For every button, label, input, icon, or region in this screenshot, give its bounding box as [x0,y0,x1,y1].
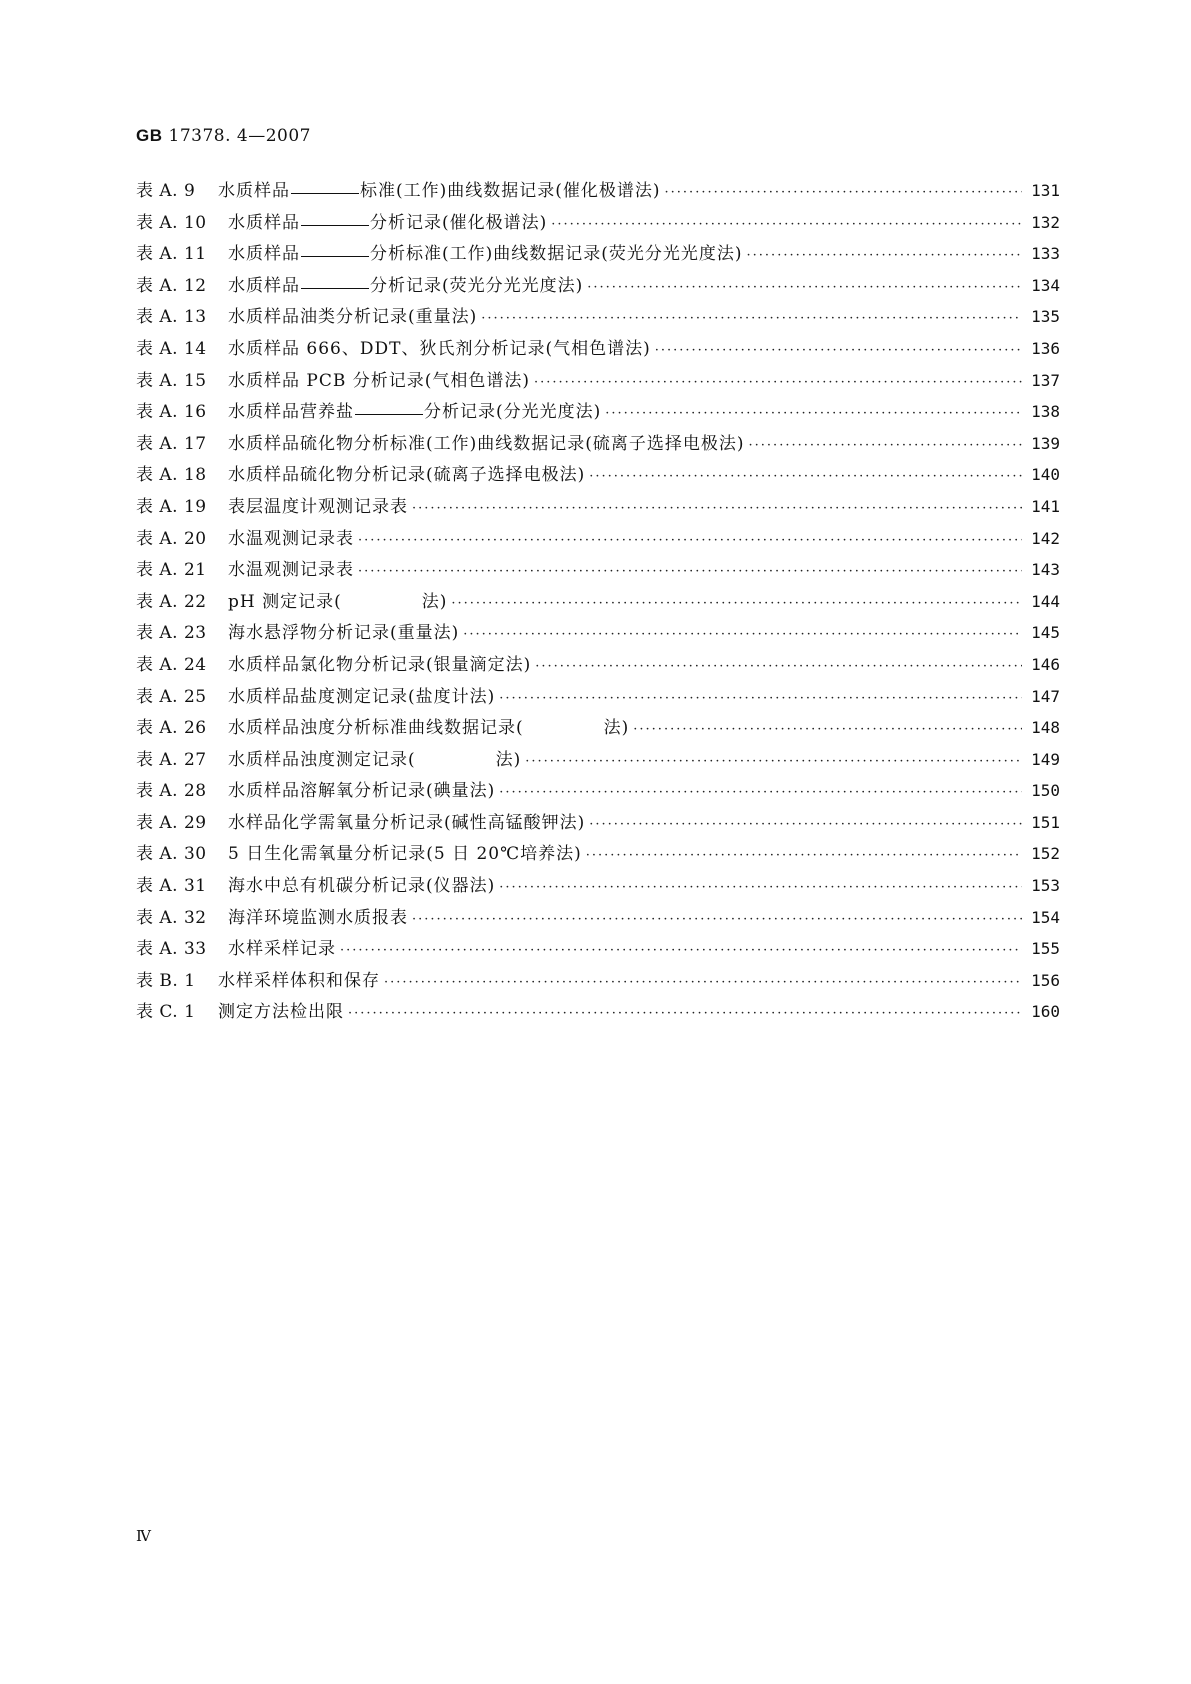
toc-entry-page: 141 [1031,496,1060,516]
leader-dots [358,561,1022,583]
toc-entry-title-text: 水样采样记录 [228,939,336,960]
toc-entry[interactable] [136,528,1060,560]
fill-in-blank-line [301,224,369,226]
toc-entry-title-text: 水样品化学需氧量分析记录(碱性高锰酸钾法) [228,812,586,833]
toc-entry-number: 表 A. 22 [136,591,207,612]
toc-entry-title-text: 水质样品 666、DDT、狄氏剂分析记录(气相色谱法) [228,338,651,359]
toc-entry[interactable] [136,686,1060,718]
leader-dots [340,940,1022,962]
toc-entry-page: 135 [1031,307,1060,327]
toc-entry-page: 155 [1031,939,1060,959]
toc-entry-title-suffix: 分析标准(工作)曲线数据记录(荧光分光光度法) [370,244,743,265]
toc-entry[interactable] [136,749,1060,781]
standard-prefix: GB [136,126,163,145]
toc-entry[interactable] [136,907,1060,939]
leader-dots [525,751,1022,773]
toc-entry-number: 表 A. 27 [136,749,207,770]
toc-entry-page: 132 [1031,212,1060,232]
toc-entry-title-text: 测定方法检出限 [218,1002,344,1023]
toc-entry[interactable] [136,559,1060,591]
toc-entry-number: 表 A. 30 [136,844,207,865]
toc-entry[interactable] [136,843,1060,875]
leader-dots [589,814,1022,836]
toc-entry-title [228,338,651,360]
toc-entry-title [228,559,354,581]
leader-dots [384,972,1022,994]
toc-entry-title [228,401,601,423]
toc-entry-title-suffix: 法) [603,718,630,739]
toc-entry[interactable] [136,464,1060,496]
toc-entry-page: 150 [1031,781,1060,801]
leader-dots [534,372,1022,394]
leader-dots [499,877,1022,899]
toc-entry-number: 表 A. 21 [136,560,207,581]
toc-entry-title-text: 水样采样体积和保存 [218,970,380,991]
toc-entry-number: 表 B. 1 [136,970,196,991]
toc-entry-title-text: 水质样品 [218,181,290,201]
toc-entry-title-text: 水质样品溶解氧分析记录(碘量法) [228,781,496,802]
toc-entry-title-text: 水质样品氯化物分析记录(银量滴定法) [228,654,532,675]
toc-entry-page: 146 [1031,654,1060,674]
toc-entry-number: 表 A. 18 [136,465,207,486]
toc-entry-page: 144 [1031,591,1060,611]
leader-dots [463,624,1022,646]
toc-entry-title-text: 水温观测记录表 [228,528,354,549]
leader-dots [451,593,1022,615]
toc-entry-number: 表 A. 32 [136,907,207,928]
standard-code: 17378. 4—2007 [168,126,311,146]
toc-entry-title [228,843,582,865]
toc-entry[interactable] [136,938,1060,970]
toc-entry-page: 140 [1031,465,1060,485]
fill-in-blank-line [291,192,359,194]
toc-entry-page: 134 [1031,275,1060,295]
toc-entry-page: 148 [1031,718,1060,738]
toc-entry-title-text: 水质样品 PCB 分析记录(气相色谱法) [228,370,531,391]
toc-entry-number: 表 A. 25 [136,686,207,707]
toc-entry-number: 表 A. 12 [136,275,207,296]
leader-dots [348,1003,1022,1025]
toc-entry-number: 表 A. 31 [136,876,207,897]
toc-entry[interactable] [136,717,1060,749]
toc-entry[interactable] [136,812,1060,844]
toc-entry[interactable] [136,780,1060,812]
toc-entry-title-suffix: 分析记录(分光光度法) [424,402,602,423]
toc-entry-title-text: 5 日生化需氧量分析记录(5 日 20℃培养法) [228,844,582,865]
toc-entry[interactable] [136,180,1060,212]
toc-entry[interactable] [136,275,1060,307]
toc-entry-title-text: 海水中总有机碳分析记录(仪器法) [228,876,496,897]
toc-entry-number: 表 A. 28 [136,781,207,802]
toc-entry[interactable] [136,654,1060,686]
leader-dots [499,782,1022,804]
toc-entry-title-text: 水质样品盐度测定记录(盐度计法) [228,686,496,707]
toc-entry-number: 表 A. 11 [136,244,207,265]
toc-entry-title-text: 水温观测记录表 [228,560,354,581]
toc-entry[interactable] [136,370,1060,402]
toc-entry-page: 147 [1031,686,1060,706]
toc-entry-title [228,591,447,613]
leader-dots [589,466,1022,488]
toc-entry-title [228,433,745,455]
toc-entry[interactable] [136,401,1060,433]
toc-entry-page: 137 [1031,370,1060,390]
toc-entry-page: 142 [1031,528,1060,548]
leader-dots [499,688,1022,710]
toc-entry-title-text: pH 测定记录( [228,591,342,612]
document-header [136,126,311,146]
toc-entry-title-suffix: 分析记录(荧光分光光度法) [370,275,584,296]
toc-entry-title [218,1001,344,1023]
toc-entry[interactable] [136,338,1060,370]
toc-entry-number: 表 A. 19 [136,496,207,517]
leader-dots [481,308,1022,330]
toc-entry-number: 表 A. 14 [136,338,207,359]
leader-dots [551,214,1022,236]
toc-entry-number: 表 A. 9 [136,181,196,201]
toc-entry-number: 表 A. 33 [136,939,207,960]
leader-dots [412,498,1022,520]
toc-entry-title [228,686,495,708]
toc-entry-title-text: 水质样品硫化物分析标准(工作)曲线数据记录(硫离子选择电极法) [228,433,745,454]
toc-entry-title [228,654,531,676]
toc-entry-title [228,749,521,771]
toc-entry-number: 表 A. 15 [136,370,207,391]
toc-entry-title [228,907,408,929]
leader-dots [586,845,1022,867]
toc-entry-number: 表 A. 13 [136,307,207,328]
fill-in-blank-line [301,255,369,257]
toc-entry-number: 表 A. 16 [136,402,207,423]
fill-in-blank-line [355,413,423,415]
toc-entry-title [228,275,583,297]
toc-entry-title [228,780,495,802]
toc-entry-title-text: 水质样品 [228,275,300,296]
toc-entry-page: 153 [1031,876,1060,896]
leader-dots [633,719,1022,741]
toc-entry-title-text: 水质样品浊度测定记录( [228,749,416,770]
leader-dots [747,245,1022,267]
toc-entry-title [228,496,408,518]
toc-entry-number: 表 A. 17 [136,433,207,454]
leader-dots [412,909,1022,931]
toc-entry-title [228,370,530,392]
toc-entry-page: 156 [1031,970,1060,990]
toc-entry[interactable] [136,433,1060,465]
toc-entry-page: 133 [1031,244,1060,264]
toc-entry-page: 138 [1031,402,1060,422]
toc-entry-title-text: 水质样品 [228,244,300,265]
toc-entry-number: 表 A. 23 [136,623,207,644]
page-number-roman: Ⅳ [136,1527,151,1545]
toc-entry-title-text: 海水悬浮物分析记录(重量法) [228,623,460,644]
toc-entry-page: 131 [1031,181,1060,200]
toc-entry-page: 136 [1031,338,1060,358]
toc-entry-page: 145 [1031,623,1060,643]
toc-entry-title-text: 水质样品 [228,212,300,233]
toc-entry[interactable] [136,591,1060,623]
toc-entry-page: 152 [1031,844,1060,864]
table-of-contents [136,180,1060,1033]
toc-entry-number: 表 A. 24 [136,654,207,675]
toc-entry-title [218,180,661,202]
toc-entry-title [228,528,354,550]
toc-entry-title-text: 水质样品油类分析记录(重量法) [228,307,478,328]
toc-entry-title-text: 水质样品营养盐 [228,402,354,423]
toc-entry-page: 151 [1031,812,1060,832]
toc-entry-title-text: 水质样品浊度分析标准曲线数据记录( [228,718,524,739]
toc-entry[interactable] [136,970,1060,1002]
toc-entry[interactable] [136,212,1060,244]
toc-entry-title [228,306,477,328]
leader-dots [535,656,1022,678]
toc-entry-page: 154 [1031,907,1060,927]
toc-entry-page: 160 [1031,1002,1060,1022]
toc-entry-title [228,622,459,644]
toc-entry-number: 表 A. 26 [136,718,207,739]
leader-dots [605,403,1022,425]
leader-dots [358,530,1022,552]
toc-entry[interactable] [136,875,1060,907]
toc-entry-title [228,875,495,897]
toc-entry[interactable] [136,496,1060,528]
toc-entry-title-suffix: 法) [495,749,522,770]
toc-entry-number: 表 C. 1 [136,1002,196,1023]
toc-entry-title-text: 水质样品硫化物分析记录(硫离子选择电极法) [228,465,586,486]
toc-entry-title [228,464,585,486]
leader-dots [587,277,1022,299]
toc-entry-title-suffix: 法) [421,591,448,612]
toc-entry-page: 143 [1031,560,1060,580]
toc-entry-title [228,938,336,960]
toc-entry-title [228,812,585,834]
toc-entry-title-text: 海洋环境监测水质报表 [228,907,408,928]
toc-entry-number: 表 A. 20 [136,528,207,549]
toc-entry[interactable] [136,1001,1060,1033]
leader-dots [655,340,1022,362]
toc-entry-title-suffix: 标准(工作)曲线数据记录(催化极谱法) [360,181,661,201]
toc-entry-title [228,212,547,234]
toc-entry[interactable] [136,243,1060,275]
toc-entry-title-suffix: 分析记录(催化极谱法) [370,212,548,233]
toc-entry-title [228,717,629,739]
toc-entry-title [218,970,380,992]
leader-dots [749,435,1022,457]
toc-entry-page: 139 [1031,433,1060,453]
toc-entry[interactable] [136,306,1060,338]
toc-entry-page: 149 [1031,749,1060,769]
toc-entry-number: 表 A. 29 [136,812,207,833]
toc-entry-title-text: 表层温度计观测记录表 [228,496,408,517]
fill-in-blank-line [301,287,369,289]
toc-entry-number: 表 A. 10 [136,212,207,233]
toc-entry[interactable] [136,622,1060,654]
leader-dots [665,182,1022,204]
toc-entry-title [228,243,743,265]
